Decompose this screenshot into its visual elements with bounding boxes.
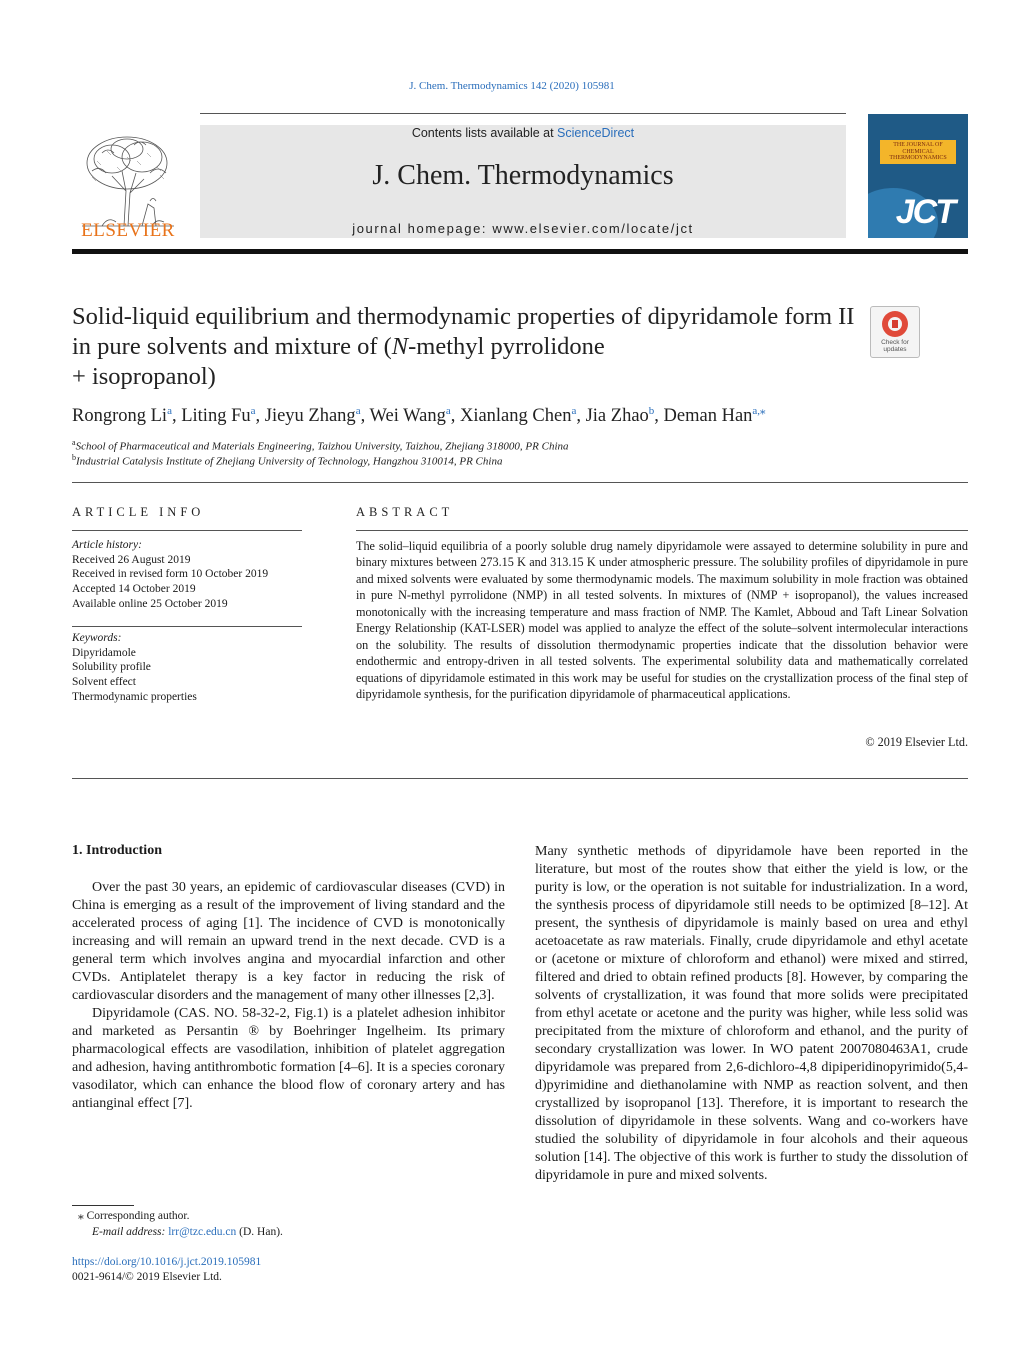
intro-paragraph-3: Many synthetic methods of dipyridamole have been reported in the literature, but most of the routes show that either the yield is low, or the purity is low, or the operation is not suitable for industrialization. In a word, the synthesis process of dipyridamole still needs to be optimized [8–12]. At present, the synthesis of dipyridamole is mainly based on urea and ethyl acetoacetate as raw materials. Finally, crude dipyridamole and ethyl acetate or (acetone or mixture of chloroform and ethanol) were mixed and stirred, filtered and dried to obtain refined products [8]. However, by comparing the solvents of crystallization, it was found that more solids were precipitated from ethyl acetate or acetone and the purity was higher, while less solid was precipitated from the mixture of chloroform and ethanol, and the purity of secondary crystallization was lower. In WO patent 2007080463A1, crude dipyridamole was prepared from 2,6-dichloro-4,8 dipiperidinopyrimido(5,4-d)pyrimidine and diethanolamine with NMP as reaction solvent, and then crystallized by isopropanol [13]. Therefore, it is important to research the dissolution of dipyridamole in these solvents. Wang and co-workers have studied the solubility of dipyridamole in four alcohols and their aqueous solution [14]. The objective of this work is further to study the dissolution of dipyridamole in pure and mixed solvents. — [535, 844, 968, 1183]
keyword: Solubility profile — [72, 661, 151, 674]
author-aff-marker[interactable]: b — [648, 405, 655, 417]
author-list: Rongrong Li$^a$, Liting Fu$^a$, Jieyu Zhang$^a$, Wei Wang$^a$, Xianlang Chen$^a$, Jia Zhao$^b$, Deman Han$^{a,⁎}$ — [72, 405, 766, 427]
author-name[interactable]: Liting Fu — [181, 406, 251, 427]
affiliation-b: $^b$Industrial Catalysis Institute of Zhejiang University of Technology, Hangzhou 310014, PR China — [72, 453, 503, 468]
author-aff-marker[interactable]: a — [167, 405, 172, 417]
journal-homepage[interactable]: journal homepage: www.elsevier.com/locate/jct — [352, 221, 694, 236]
author-name[interactable]: Rongrong Li — [72, 406, 168, 427]
author-aff-marker[interactable]: a — [571, 405, 577, 417]
history-item: Received 26 August 2019 — [72, 553, 191, 566]
issn-copyright: 0021-9614/© 2019 Elsevier Ltd. — [72, 1271, 222, 1283]
author-aff-marker[interactable]: a — [445, 405, 451, 417]
footnote — [78, 1208, 498, 1240]
keywords-block — [72, 631, 312, 705]
doi-block — [72, 1255, 261, 1285]
check-updates-label: Check for updates — [881, 339, 909, 353]
author-name[interactable]: Jieyu Zhang — [264, 406, 356, 427]
history-label: Article history: — [72, 539, 142, 551]
journal-title: J. Chem. Thermodynamics — [372, 160, 674, 191]
email-link[interactable]: lrr@tzc.edu.cn — [168, 1226, 237, 1238]
article-history — [72, 538, 312, 612]
journal-cover-image[interactable] — [868, 114, 968, 238]
contents-line — [200, 126, 846, 140]
history-item: Received in revised form 10 October 2019 — [72, 568, 269, 581]
intro-heading: 1. Introduction — [72, 843, 162, 858]
contents-prefix: Contents lists available at — [411, 126, 558, 140]
sciencedirect-link[interactable]: ScienceDirect — [557, 126, 635, 140]
author-name[interactable]: Wei Wang — [369, 406, 446, 427]
author-name[interactable]: Xianlang Chen — [459, 406, 572, 427]
intro-left-column — [72, 879, 505, 1113]
title-part-2: + isopropanol) — [72, 363, 216, 390]
history-item: Available online 25 October 2019 — [72, 597, 228, 610]
keywords-label: Keywords: — [72, 632, 122, 644]
header-rule — [200, 113, 846, 114]
email-line — [78, 1224, 498, 1240]
email-suffix: (D. Han). — [239, 1226, 283, 1238]
title-part-1: Solid-liquid equilibrium and thermodynamic properties of dipyridamole form II in pure solvents and mixture of (N-methyl pyrrolidone — [72, 303, 855, 360]
abstract-text: The solid–liquid equilibria of a poorly soluble drug namely dipyridamole were assayed to determine solubility in pure and binary mixtures between 273.15 K and 313.15 K under atmospheric pressure. The solubility profiles of dipyridamole in pure and mixed solvents were evaluated by some thermodynamic models. The maximum solubility in mole fraction was obtained in pure N-methyl pyrrolidone (NMP) in all tested solvents. In mixtures of (NMP + isopropanol), the values increased monotonically with the increasing temperature and mass fraction of NMP. The Kamlet, Abboud and Taft Linear Solvation Energy Relationship (KAT-LSER) model was applied to analyze the effect of the solute–solvent intermolecular interactions on the solubility. The results of dissolution thermodynamic properties indicate that the dissolution behavior were endothermic and entropy-driven in all tested solvents. The experimental solubility data and mathematically correlated equations of dipyridamole estimated in this work may be useful for studies on the crystallization process of the final step of dipyridamole synthesis, for the purification dipyridamole of pharmaceutical applications. — [356, 539, 968, 702]
keyword: Solvent effect — [72, 676, 136, 689]
keywords-rule — [72, 626, 302, 627]
bookmark-icon — [892, 320, 898, 328]
corresponding-author-note: ⁎ Corresponding author. — [78, 1210, 190, 1222]
author-aff-marker[interactable]: a — [250, 405, 256, 417]
copyright: © 2019 Elsevier Ltd. — [865, 735, 968, 749]
check-for-updates-button[interactable] — [870, 306, 920, 358]
intro-paragraph-1: Over the past 30 years, an epidemic of cardiovascular diseases (CVD) in China is emerging as a result of the improvement of living standard and the accelerated process of aging [1]. The incidence of CVD is monotonically increasing and will remain an upward trend in the next decade. CVD is a general term which involves angina and myocardial infarction and other CVDs. Antiplatelet therapy is a key factor in reducing the risk of cardiovascular disorders and the management of many other illnesses [2,3]. — [72, 880, 505, 1003]
author-name[interactable]: Jia Zhao — [585, 406, 649, 427]
author-name[interactable]: Deman Han — [663, 406, 753, 427]
author-aff-marker[interactable]: a,⁎ — [752, 405, 766, 417]
article-info-heading: ARTICLE INFO — [72, 505, 205, 519]
keyword: Dipyridamole — [72, 646, 136, 659]
elsevier-wordmark: ELSEVIER — [81, 220, 175, 241]
journal-reference[interactable]: J. Chem. Thermodynamics 142 (2020) 105981 — [409, 80, 615, 92]
article-title — [72, 302, 862, 392]
abstract-rule — [356, 530, 968, 531]
header-thick-rule — [72, 249, 968, 254]
footnote-rule — [72, 1205, 134, 1206]
cover-logo: JCT — [895, 193, 954, 231]
cover-title: THE JOURNAL OF CHEMICAL THERMODYNAMICS — [889, 142, 947, 161]
doi-link[interactable]: https://doi.org/10.1016/j.jct.2019.105981 — [72, 1256, 262, 1268]
intro-paragraph-2: Dipyridamole (CAS. NO. 58-32-2, Fig.1) is a platelet adhesion inhibitor and marketed as Persantin ® by Boehringer Ingelheim. Its primary pharmacological effects are vasodilation, inhibition of platelet aggregation and adhesion, having antithrombotic formation [4–6]. It is a species coronary vasodilator, which can enhance the blood flow of coronary artery and has antianginal effect [7]. — [72, 1006, 505, 1111]
intro-right-column — [535, 843, 968, 1185]
affiliation-a: $^a$School of Pharmaceutical and Materials Engineering, Taizhou University, Taizhou, Zhejiang 318000, PR China — [72, 438, 569, 453]
history-item: Accepted 14 October 2019 — [72, 583, 196, 596]
article-info-rule — [72, 530, 302, 531]
keyword: Thermodynamic properties — [72, 690, 197, 703]
abstract-bottom-rule — [72, 778, 968, 779]
abstract-heading: ABSTRACT — [356, 505, 454, 519]
email-label: E-mail address: — [92, 1226, 166, 1238]
author-aff-marker[interactable]: a — [355, 405, 361, 417]
section-rule — [72, 482, 968, 483]
